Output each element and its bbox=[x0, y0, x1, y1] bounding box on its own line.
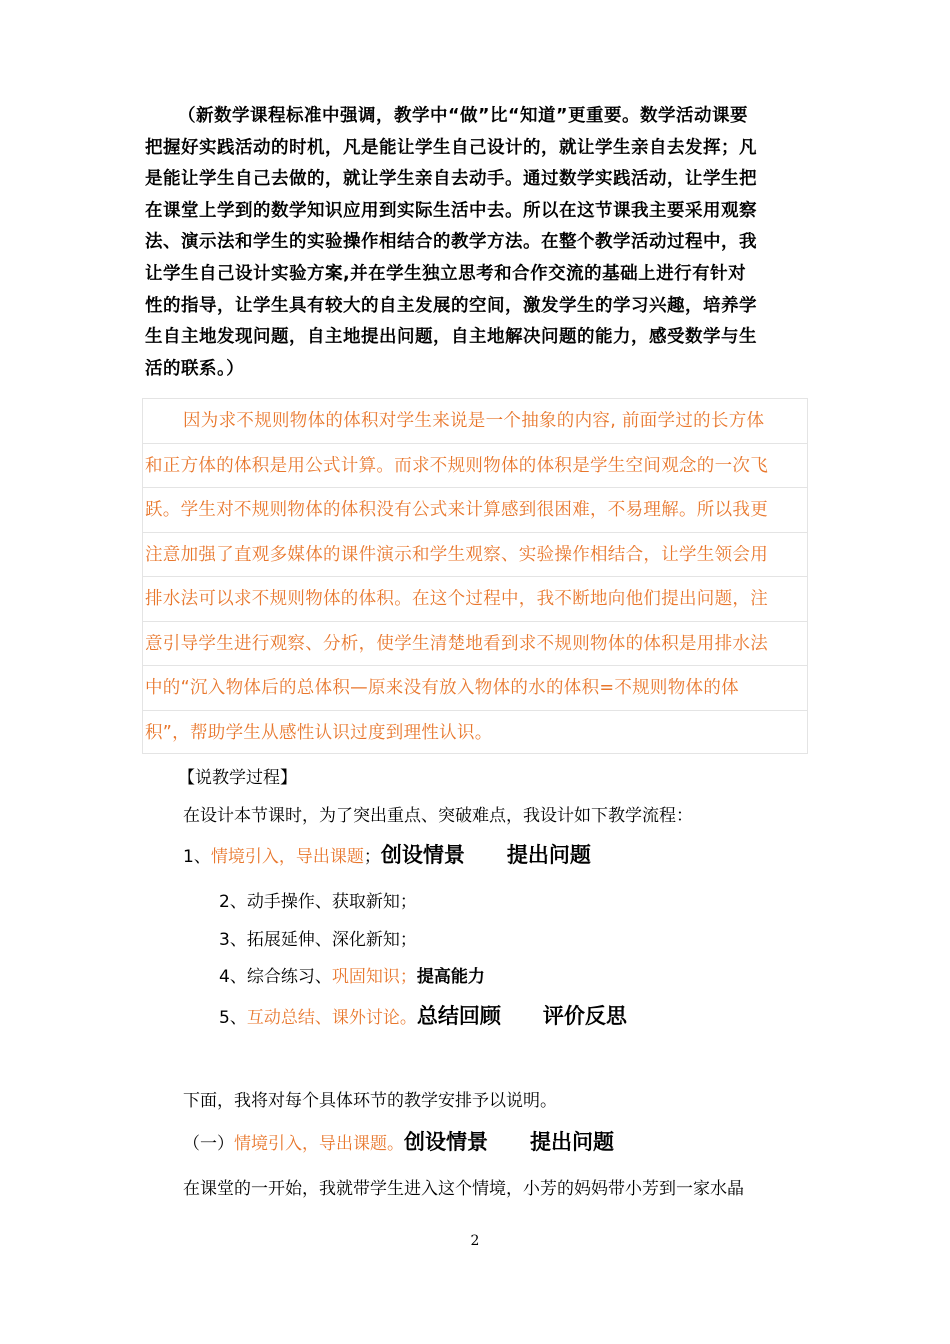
last-line: 在课堂的一开始，我就带学生进入这个情境，小芳的妈妈带小芳到一家水晶 bbox=[183, 1179, 744, 1199]
transition-text: 下面，我将对每个具体环节的教学安排予以说明。 bbox=[183, 1091, 557, 1111]
step-highlight: 创设情景 bbox=[380, 843, 465, 867]
orange-line: 跃。学生对不规则物体的体积没有公式来计算感到很困难，不易理解。所以我更 bbox=[142, 487, 808, 532]
orange-line: 和正方体的体积是用公式计算。而求不规则物体的体积是学生空间观念的一次飞 bbox=[142, 443, 808, 488]
orange-line: 中的“沉入物体后的总体积—原来没有放入物体的水的体积=不规则物体的体 bbox=[142, 665, 808, 710]
step-2 bbox=[219, 887, 417, 912]
step-1 bbox=[183, 839, 591, 869]
step-highlight: 评价反思 bbox=[542, 1004, 627, 1028]
bold-line: 法、演示法和学生的实验操作相结合的教学方法。在整个教学活动过程中，我 bbox=[145, 232, 757, 253]
bold-line: 把握好实践活动的时机，凡是能让学生自己设计的，就让学生亲自去发挥；凡 bbox=[145, 137, 757, 158]
bold-line: 是能让学生自己去做的，就让学生亲自去动手。通过数学实践活动，让学生把 bbox=[145, 169, 757, 190]
step-number: 5、 bbox=[219, 1008, 247, 1028]
step-5 bbox=[219, 1000, 627, 1030]
step-number: 4、 bbox=[219, 967, 247, 987]
bold-line: 在课堂上学到的数学知识应用到实际生活中去。所以在这节课我主要采用观察 bbox=[145, 200, 757, 221]
page-number: 2 bbox=[470, 1233, 480, 1249]
part-1-heading bbox=[183, 1126, 614, 1156]
step-bold-text: 提高能力 bbox=[416, 967, 485, 987]
orange-line: 排水法可以求不规则物体的体积。在这个过程中，我不断地向他们提出问题，注 bbox=[142, 576, 808, 621]
step-text: 动手操作、获取新知； bbox=[246, 892, 417, 912]
orange-line: 因为求不规则物体的体积对学生来说是一个抽象的内容, 前面学过的长方体 bbox=[142, 398, 808, 443]
bold-line: 性的指导，让学生具有较大的自主发展的空间，激发学生的学习兴趣，培养学 bbox=[145, 295, 757, 316]
step-text: 拓展延伸、深化新知； bbox=[246, 930, 417, 950]
step-4 bbox=[219, 962, 485, 987]
step-text: ； bbox=[363, 847, 381, 867]
step-orange-text: 巩固知识； bbox=[331, 967, 417, 987]
part-orange-text: 情境引入，导出课题。 bbox=[234, 1134, 404, 1154]
orange-line: 注意加强了直观多媒体的课件演示和学生观察、实验操作相结合，让学生领会用 bbox=[142, 532, 808, 577]
step-highlight: 总结回顾 bbox=[416, 1004, 501, 1028]
step-orange-text: 互动总结、课外讨论。 bbox=[246, 1008, 417, 1028]
step-number: 1、 bbox=[183, 847, 211, 867]
bold-line: 让学生自己设计实验方案,并在学生独立思考和合作交流的基础上进行有针对 bbox=[145, 263, 747, 284]
section-heading: 【说教学过程】 bbox=[178, 768, 297, 788]
step-orange-text: 情境引入，导出课题 bbox=[210, 847, 364, 867]
bold-line: 生自主地发现问题，自主地提出问题，自主地解决问题的能力，感受数学与生 bbox=[145, 327, 757, 348]
step-number: 3、 bbox=[219, 930, 247, 950]
step-text: 综合练习、 bbox=[246, 967, 332, 987]
intro-text: 在设计本节课时，为了突出重点、突破难点，我设计如下教学流程： bbox=[183, 806, 693, 826]
step-number: 2、 bbox=[219, 892, 247, 912]
step-3 bbox=[219, 925, 417, 950]
part-number: （一） bbox=[183, 1134, 234, 1154]
part-highlight: 提出问题 bbox=[530, 1130, 614, 1154]
orange-paragraph bbox=[142, 398, 808, 754]
bold-paragraph bbox=[145, 101, 815, 385]
part-highlight: 创设情景 bbox=[404, 1130, 488, 1154]
step-highlight: 提出问题 bbox=[506, 843, 591, 867]
bold-line: 活的联系。） bbox=[145, 358, 245, 379]
orange-line: 积”，帮助学生从感性认识过度到理性认识。 bbox=[142, 710, 808, 755]
bold-line: （新数学课程标准中强调，教学中“做”比“知道”更重要。数学活动课要 bbox=[178, 106, 749, 126]
orange-line: 意引导学生进行观察、分析，使学生清楚地看到求不规则物体的体积是用排水法 bbox=[142, 621, 808, 666]
